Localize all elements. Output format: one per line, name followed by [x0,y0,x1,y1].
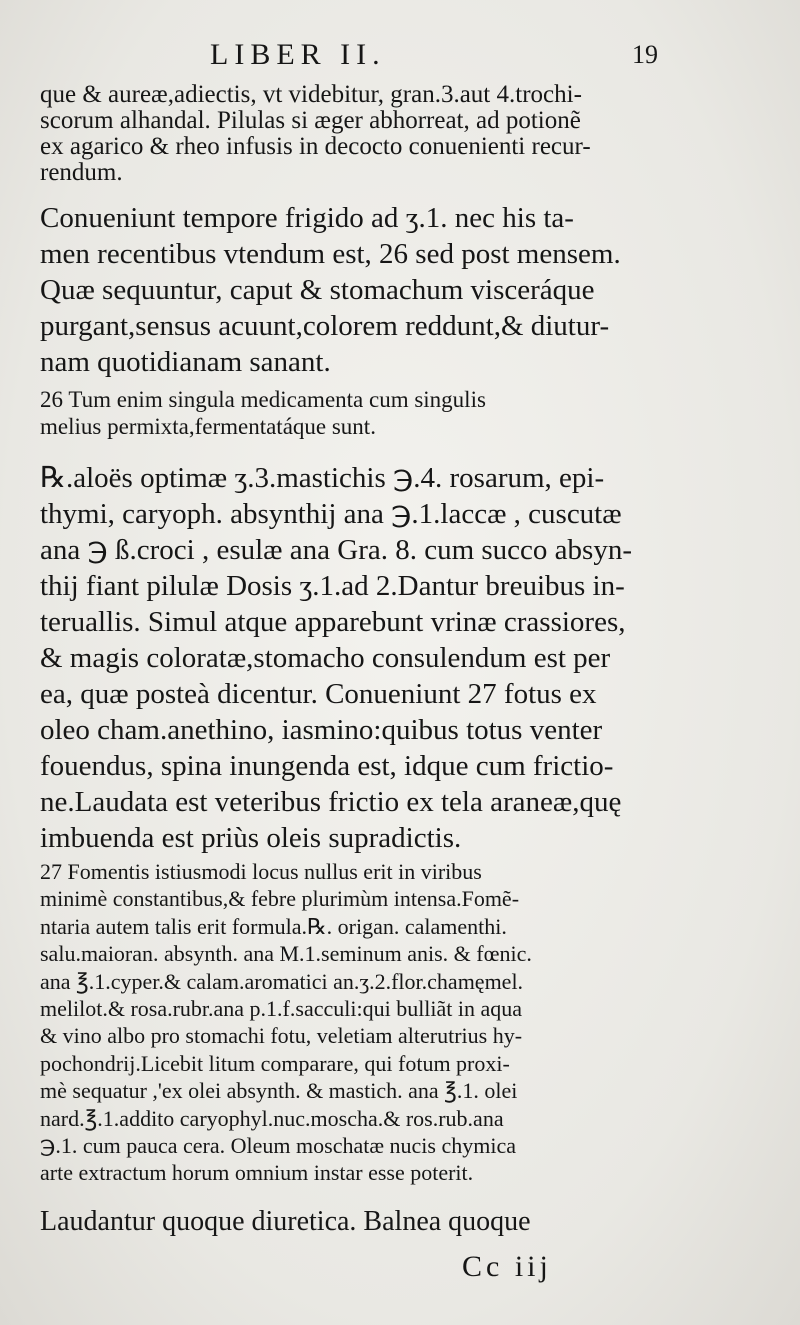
text-line: & vino albo pro stomachi fotu, veletiam alterutrius hy- [40,1023,523,1049]
page-header [0,38,800,82]
text-line: Conueniunt tempore frigido ad ʒ.1. nec his ta- [40,202,574,234]
text-line: ntaria autem talis erit formula.℞. origan. calamenthi. [40,913,507,939]
text-line: & magis coloratæ,stomacho consulendum est per [40,642,611,674]
text-line: thij fiant pilulæ Dosis ʒ.1.ad 2.Dantur breuibus in- [40,570,625,602]
text-line: 27 Fomentis istiusmodi locus nullus erit in viribus [40,859,482,884]
signature-mark: Cc iij [462,1250,552,1283]
text-line: 26 Tum enim singula medicamenta cum singulis [40,387,486,412]
text-line: salu.maioran. absynth. ana M.1.seminum anis. & fœnic. [40,941,532,967]
page-number: 19 [632,40,658,69]
text-line: ex agarico & rheo infusis in decocto conuenienti recur- [40,134,591,160]
text-line: scorum alhandal. Pilulas si æger abhorreat, ad potionẽ [40,108,581,134]
text-line: nam quotidianam sanant. [40,346,331,378]
running-title: LIBER II. [210,38,386,71]
text-line: ea, quæ posteà dicentur. Conueniunt 27 fotus ex [40,678,597,710]
text-line: ne.Laudata est veteribus frictio ex tela araneæ,quę [40,786,622,818]
paragraph-conueniunt [40,200,665,380]
intro-paragraph [40,82,665,186]
footnote-26 [40,386,665,440]
text-line: teruallis. Simul atque apparebunt vrinæ crassiores, [40,606,626,638]
text-line: melilot.& rosa.rubr.ana p.1.f.sacculi:qui bulliãt in aqua [40,996,523,1022]
footnote-27 [40,858,665,1187]
text-line: Quæ sequuntur, caput & stomachum visceráque [40,274,595,306]
text-line: fouendus, spina inungenda est, idque cum frictio- [40,750,614,782]
text-line: Laudantur quoque diuretica. Balnea quoque [40,1206,531,1237]
text-line: ℈.1. cum pauca cera. Oleum moschatæ nucis chymica [40,1133,516,1159]
text-line: thymi, caryoph. absynthij ana ℈.1.laccæ , cuscutæ [40,498,622,530]
text-line: ana ℥.1.cyper.& calam.aromatici an.ʒ.2.flor.chamęmel. [40,968,524,994]
text-line: minimè constantibus,& febre plurimùm intensa.Fomẽ- [40,886,520,912]
text-line: mè sequatur ,'ex olei absynth. & mastich. ana ℥.1. olei [40,1078,518,1104]
text-line: purgant,sensus acuunt,colorem reddunt,& diutur- [40,310,610,342]
text-line: ℞.aloës optimæ ʒ.3.mastichis ℈.4. rosarum, epi- [40,462,605,494]
final-line [40,1205,665,1239]
text-line: ana ℈ ß.croci , esulæ ana Gra. 8. cum succo absyn- [40,534,632,566]
text-line: nard.℥.1.addito caryophyl.nuc.moscha.& ros.rub.ana [40,1105,504,1131]
text-line: arte extractum horum omnium instar esse poterit. [40,1160,474,1186]
text-line: imbuenda est priùs oleis supradictis. [40,822,462,854]
text-line: men recentibus vtendum est, 26 sed post mensem. [40,238,621,270]
text-line: oleo cham.anethino, iasmino:quibus totus venter [40,714,603,746]
text-line: que & aureæ,adiectis, vt videbitur, gran.3.aut 4.trochi- [40,82,582,108]
recipe-paragraph [40,460,665,856]
text-line: melius permixta,fermentatáque sunt. [40,414,376,439]
text-line: pochondrij.Licebit litum comparare, qui fotum proxi- [40,1050,510,1076]
text-line: rendum. [40,160,123,186]
